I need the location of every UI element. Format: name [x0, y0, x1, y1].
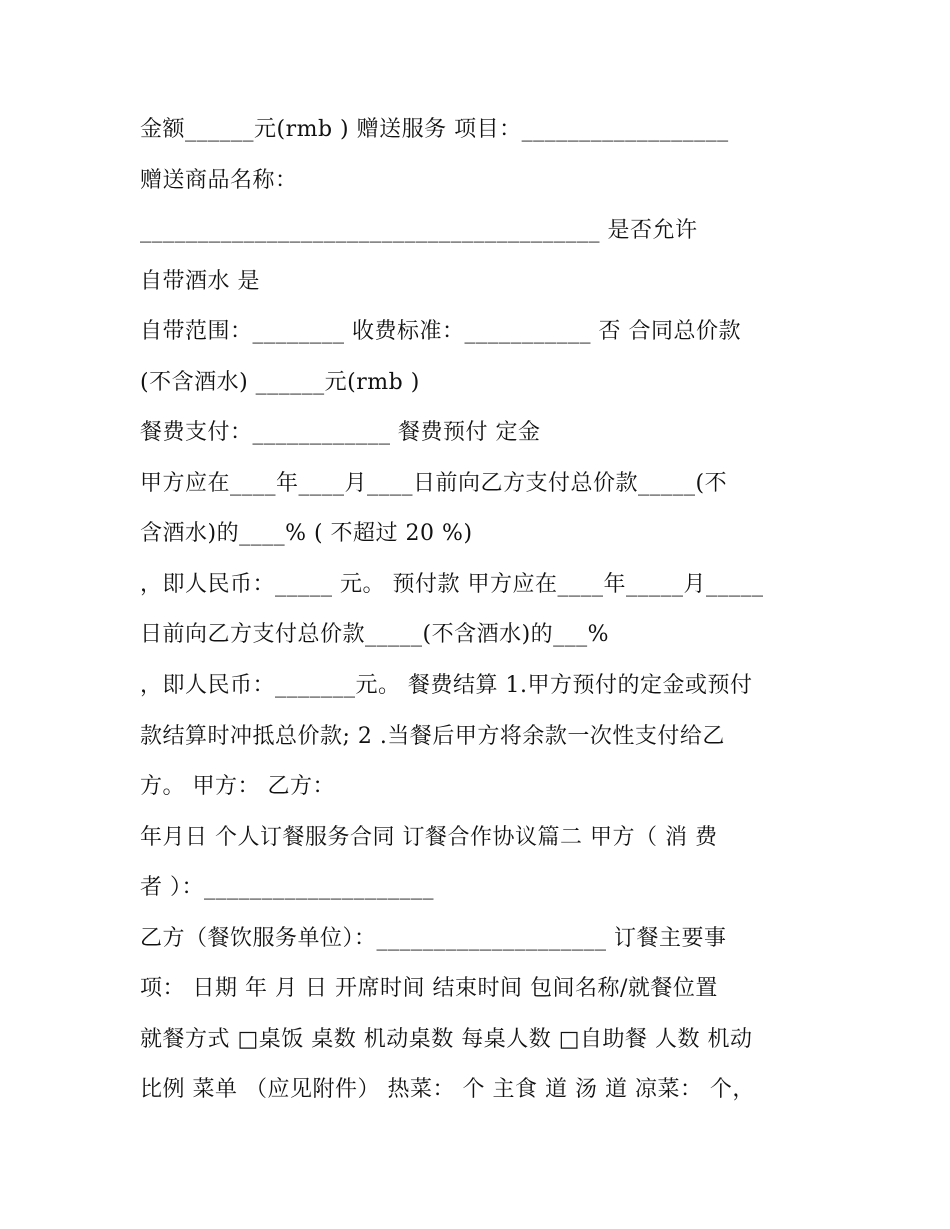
text-line: 就餐方式 □桌饭 桌数 机动桌数 每桌人数 □自助餐 人数 机动 — [140, 1027, 753, 1052]
text-line: ________________________________________ 是否允许 — [140, 218, 698, 243]
text-line: 项： 日期 年 月 日 开席时间 结束时间 包间名称/就餐位置 — [140, 976, 718, 1001]
text-line: 金额______元(rmb ) 赠送服务 项目：__________________ — [140, 117, 729, 142]
text-line: 餐费支付：____________ 餐费预付 定金 — [140, 420, 541, 445]
text-line: ，即人民币：_____ 元。 预付款 甲方应在____年_____月_____ — [140, 572, 764, 597]
text-line: 款结算时冲抵总价款; 2 .当餐后甲方将余款一次性支付给乙 — [140, 724, 725, 749]
text-line: 日前向乙方支付总价款_____(不含酒水)的___% — [140, 622, 610, 647]
text-line: 甲方应在____年____月____日前向乙方支付总价款_____(不 — [140, 471, 728, 496]
text-line: 乙方（餐饮服务单位）：____________________ 订餐主要事 — [140, 926, 727, 951]
text-line: 含酒水)的____% ( 不超过 20 %) — [140, 521, 473, 546]
text-line: (不含酒水) ______元(rmb ) — [140, 370, 420, 395]
text-line: 比例 菜单 （应见附件） 热菜： 个 主食 道 汤 道 凉菜： 个， — [140, 1077, 755, 1102]
text-line: ，即人民币：_______元。 餐费结算 1.甲方预付的定金或预付 — [140, 673, 753, 698]
text-line: 赠送商品名称： — [140, 168, 298, 193]
text-line: 年月日 个人订餐服务合同 订餐合作协议篇二 甲方（ 消 费 — [140, 825, 718, 850]
text-line: 自带酒水 是 — [140, 269, 260, 294]
text-line: 者 ）：____________________ — [140, 875, 434, 900]
text-line: 自带范围：________ 收费标准：___________ 否 合同总价款 — [140, 319, 741, 344]
text-line: 方。 甲方： 乙方： — [140, 774, 335, 799]
